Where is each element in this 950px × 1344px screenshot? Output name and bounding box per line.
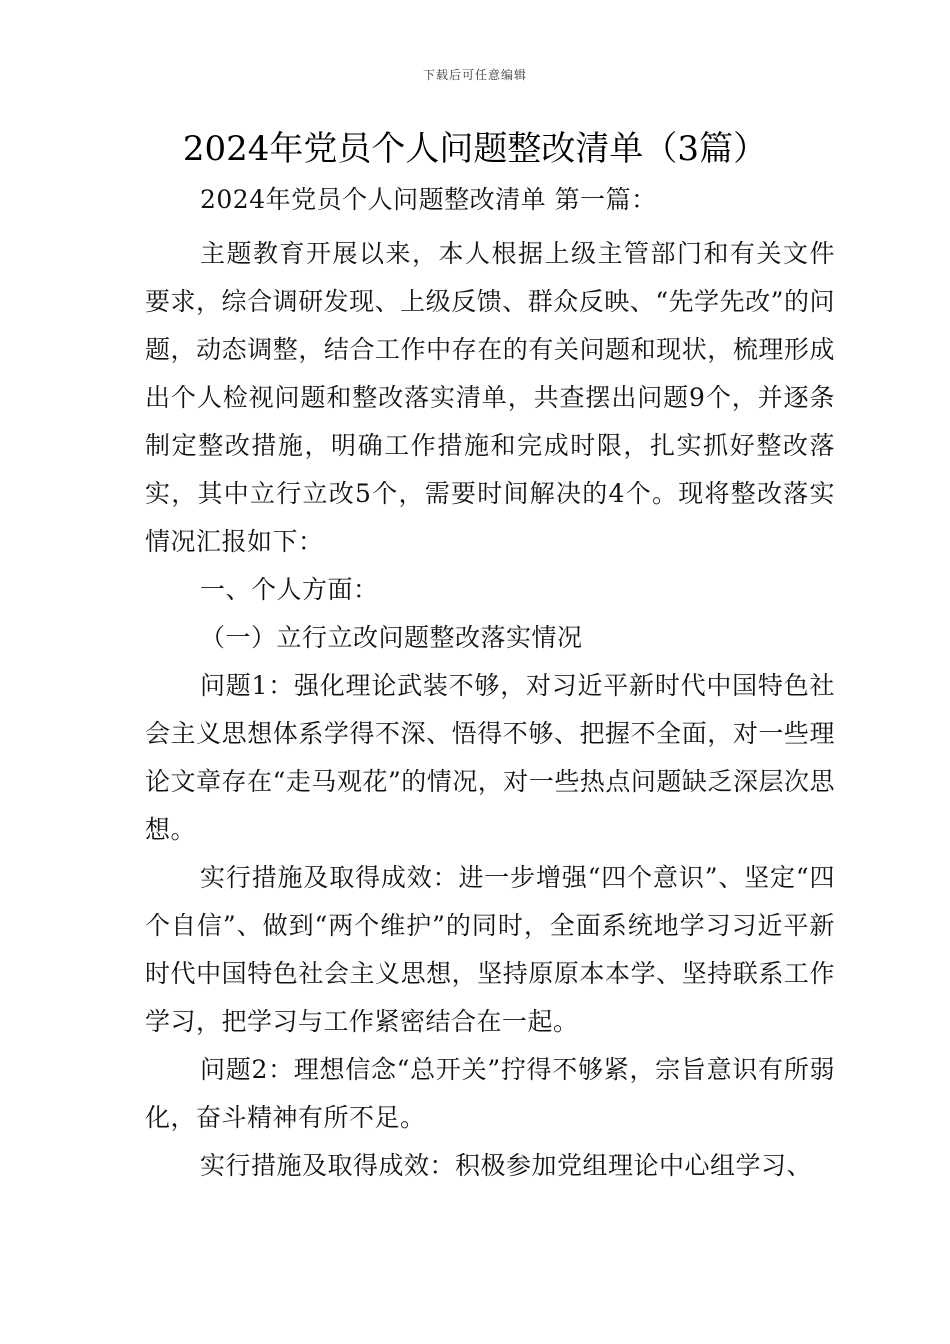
document-body [145, 176, 835, 1190]
document-title: 2024年党员个人问题整改清单（3篇） [182, 129, 768, 169]
subsection-heading: （一）立行立改问题整改落实情况 [200, 623, 583, 652]
measure-1-paragraph: 实行措施及取得成效：进一步增强“四个意识”、坚定“四个自信”、做到“两个维护”的同时，全面系统地学习习近平新时代中国特色社会主义思想，坚持原原本本学、坚持联系工作学习，把学习与工作紧密结合在一起。 [145, 863, 835, 1036]
measure-2-paragraph: 实行措施及取得成效：积极参加党组理论中心组学习、 [200, 1151, 813, 1180]
intro-paragraph: 主题教育开展以来，本人根据上级主管部门和有关文件要求，综合调研发现、上级反馈、群众反映、“先学先改”的问题，动态调整，结合工作中存在的有关问题和现状，梳理形成出个人检视问题和整改落实清单，共查摆出问题9个，并逐条制定整改措施，明确工作措施和完成时限，扎实抓好整改落实，其中立行立改5个，需要时间解决的4个。现将整改落实情况汇报如下： [145, 239, 835, 556]
problem-2-paragraph: 问题2：理想信念“总开关”拧得不够紧，宗旨意识有所弱化，奋斗精神有所不足。 [145, 1055, 835, 1132]
subtitle-paragraph: 2024年党员个人问题整改清单 第一篇： [200, 185, 657, 214]
header-note: 下载后可任意编辑 [422, 68, 527, 82]
section-heading: 一、个人方面： [200, 575, 379, 604]
problem-1-paragraph: 问题1：强化理论武装不够，对习近平新时代中国特色社会主义思想体系学得不深、悟得不够、把握不全面，对一些理论文章存在“走马观花”的情况，对一些热点问题缺乏深层次思想。 [145, 671, 835, 844]
